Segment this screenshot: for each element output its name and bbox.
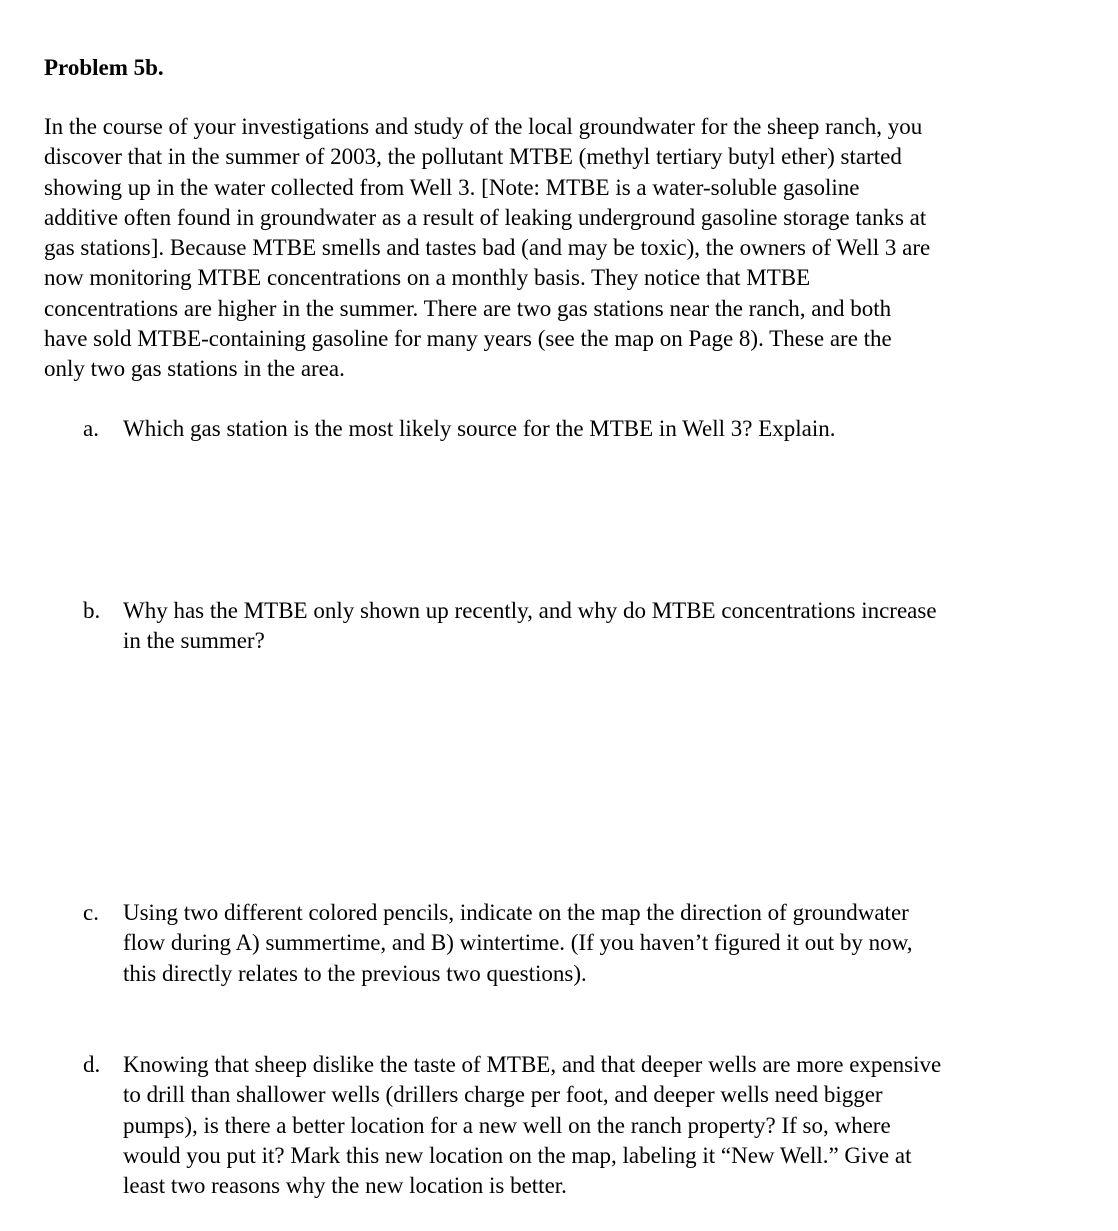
question-text [123, 414, 836, 444]
question-text [123, 596, 937, 657]
question-line: would you put it? Mark this new location on the map, labeling it “New Well.” Give at [123, 1142, 912, 1168]
intro-paragraph [44, 112, 1084, 385]
intro-line: only two gas stations in the area. [44, 356, 345, 382]
intro-line: discover that in the summer of 2003, the pollutant MTBE (methyl tertiary butyl ether) started [44, 144, 902, 170]
question-letter: c. [83, 900, 99, 925]
intro-line: have sold MTBE-containing gasoline for many years (see the map on Page 8). These are the [44, 326, 892, 352]
question-letter: b. [83, 598, 101, 623]
intro-line: In the course of your investigations and study of the local groundwater for the sheep ranch, you [44, 114, 923, 139]
question-line: Why has the MTBE only shown up recently, and why do MTBE concentrations increase [123, 598, 937, 623]
question-line: least two reasons why the new location is better. [123, 1173, 567, 1199]
question-line: to drill than shallower wells (drillers charge per foot, and deeper wells need bigger [123, 1082, 883, 1108]
intro-line: showing up in the water collected from Well 3. [Note: MTBE is a water-soluble gasoline [44, 174, 860, 200]
question-line: this directly relates to the previous two questions). [123, 960, 587, 986]
question-text [123, 1050, 941, 1201]
question-line: flow during A) summertime, and B) wintertime. (If you haven’t figured it out by now, [123, 930, 913, 956]
question-line: pumps), is there a better location for a new well on the ranch property? If so, where [123, 1112, 891, 1138]
intro-line: now monitoring MTBE concentrations on a monthly basis. They notice that MTBE [44, 265, 811, 291]
problem-title: Problem 5b. [44, 55, 164, 80]
question-line: Knowing that sheep dislike the taste of MTBE, and that deeper wells are more expensive [123, 1052, 942, 1077]
question-line: in the summer? [123, 628, 265, 654]
question-line: Which gas station is the most likely source for the MTBE in Well 3? Explain. [123, 416, 836, 441]
intro-line: concentrations are higher in the summer. There are two gas stations near the ranch, and both [44, 295, 892, 321]
question-text [123, 898, 913, 989]
question-letter: a. [83, 416, 99, 441]
question-letter: d. [83, 1052, 101, 1077]
intro-line: gas stations]. Because MTBE smells and tastes bad (and may be toxic), the owners of Well 3 are [44, 235, 931, 261]
question-line: Using two different colored pencils, indicate on the map the direction of groundwater [123, 900, 909, 925]
intro-line: additive often found in groundwater as a result of leaking underground gasoline storage tanks at [44, 204, 927, 230]
